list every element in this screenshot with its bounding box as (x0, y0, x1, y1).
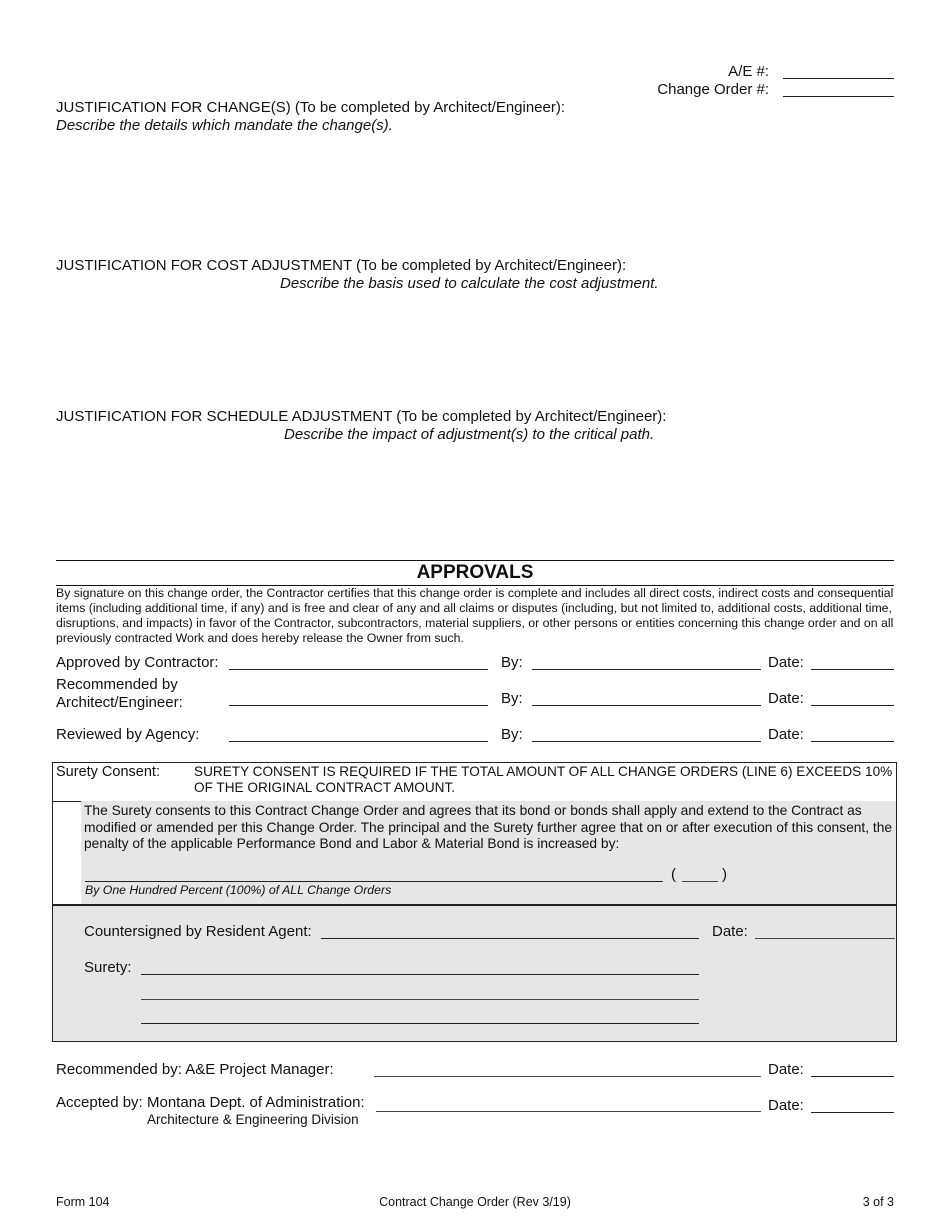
surety-name-field-1[interactable] (141, 974, 699, 975)
surety-signature-area (53, 904, 896, 1041)
percent-note: By One Hundred Percent (100%) of ALL Change Orders (85, 883, 392, 897)
countersigned-date-field[interactable] (755, 938, 895, 939)
surety-consent-text: The Surety consents to this Contract Change Order and agrees that its bond or bonds shall apply and extend to the Contract as modified or amended per this Change Order. The principal and the Surety further agree that on or after execution of this consent, the penalty of the applicable Performance Bond and Labor & Material Bond is increased by: (84, 803, 893, 851)
surety-consent-label: Surety Consent: (56, 764, 160, 780)
architect-by-label: By: (501, 690, 523, 707)
agency-date-label: Date: (768, 726, 804, 743)
contractor-by-field[interactable] (532, 669, 761, 670)
surety-consent-box (52, 762, 897, 1042)
agency-by-field[interactable] (532, 741, 761, 742)
agency-date-field[interactable] (811, 741, 894, 742)
pm-signature-field[interactable] (374, 1076, 761, 1077)
agency-label: Reviewed by Agency: (56, 726, 200, 743)
accepted-by-label: Accepted by: (56, 1094, 143, 1111)
contractor-date-field[interactable] (811, 669, 894, 670)
architect-date-field[interactable] (811, 705, 894, 706)
surety-consent-area (81, 801, 896, 904)
accepted-date-field[interactable] (811, 1112, 894, 1113)
footer-title: Contract Change Order (Rev 3/19) (379, 1195, 571, 1209)
paren-open: ( (671, 866, 676, 883)
agency-by-label: By: (501, 726, 523, 743)
accepted-division-label: Architecture & Engineering Division (147, 1112, 359, 1127)
contractor-certification: By signature on this change order, the Contractor certifies that this change order is complete and includes all direct costs, indirect costs and consequential items (including additional time, if any) and is free and clear of any and all claims or disputes (including, but not limited to, additional costs, additional time, disruptions, and impacts) in favor of the Contractor, subcontractors, material suppliers, or other persons or entities concerning this change order and on all previously contracted Work and does hereby release the Owner from such. (56, 586, 894, 645)
change-order-number-label: Change Order #: (657, 81, 769, 98)
approvals-title: APPROVALS (416, 562, 534, 583)
pm-date-label: Date: (768, 1061, 804, 1078)
accepted-org-label: Montana Dept. of Administration: (147, 1094, 365, 1111)
schedule-description: Describe the impact of adjustment(s) to the critical path. (284, 426, 655, 443)
architect-signature-field[interactable] (229, 705, 488, 706)
recommended-label-line2: Architect/Engineer: (56, 694, 183, 711)
architect-by-field[interactable] (532, 705, 761, 706)
bond-increase-percent-field[interactable] (682, 881, 718, 882)
countersigned-signature-field[interactable] (321, 938, 699, 939)
surety-name-field-2[interactable] (141, 999, 699, 1000)
footer-page-number: 3 of 3 (862, 1195, 894, 1209)
cost-description: Describe the basis used to calculate the cost adjustment. (280, 275, 659, 292)
architect-date-label: Date: (768, 690, 804, 707)
accepted-date-label: Date: (768, 1097, 804, 1114)
surety-label: Surety: (84, 959, 132, 976)
contractor-label: Approved by Contractor: (56, 654, 219, 671)
surety-notice-row (53, 763, 896, 802)
countersigned-date-label: Date: (712, 923, 748, 940)
pm-date-field[interactable] (811, 1076, 894, 1077)
changes-heading: JUSTIFICATION FOR CHANGE(S) (To be completed by Architect/Engineer): (56, 99, 566, 116)
cost-heading: JUSTIFICATION FOR COST ADJUSTMENT (To be completed by Architect/Engineer): (56, 257, 627, 274)
paren-close: ) (722, 866, 727, 883)
contractor-by-label: By: (501, 654, 523, 671)
approvals-top-rule (56, 560, 894, 561)
recommended-label-line1: Recommended by (56, 676, 178, 693)
surety-name-field-3[interactable] (141, 1023, 699, 1024)
ae-number-label: A/E #: (728, 63, 769, 80)
countersigned-label: Countersigned by Resident Agent: (84, 923, 312, 940)
changes-description: Describe the details which mandate the change(s). (56, 117, 393, 134)
change-order-number-field[interactable] (783, 96, 894, 97)
contractor-date-label: Date: (768, 654, 804, 671)
accepted-signature-field[interactable] (376, 1111, 761, 1112)
schedule-heading: JUSTIFICATION FOR SCHEDULE ADJUSTMENT (To be completed by Architect/Engineer): (56, 408, 667, 425)
contractor-signature-field[interactable] (229, 669, 488, 670)
ae-number-field[interactable] (783, 78, 894, 79)
bond-increase-field[interactable] (85, 881, 663, 882)
agency-signature-field[interactable] (229, 741, 488, 742)
footer-form-number: Form 104 (56, 1195, 110, 1209)
pm-recommended-label: Recommended by: A&E Project Manager: (56, 1061, 334, 1078)
surety-consent-notice: SURETY CONSENT IS REQUIRED IF THE TOTAL AMOUNT OF ALL CHANGE ORDERS (LINE 6) EXCEEDS 10% OF THE ORIGINAL CONTRACT AMOUNT. (194, 764, 893, 795)
